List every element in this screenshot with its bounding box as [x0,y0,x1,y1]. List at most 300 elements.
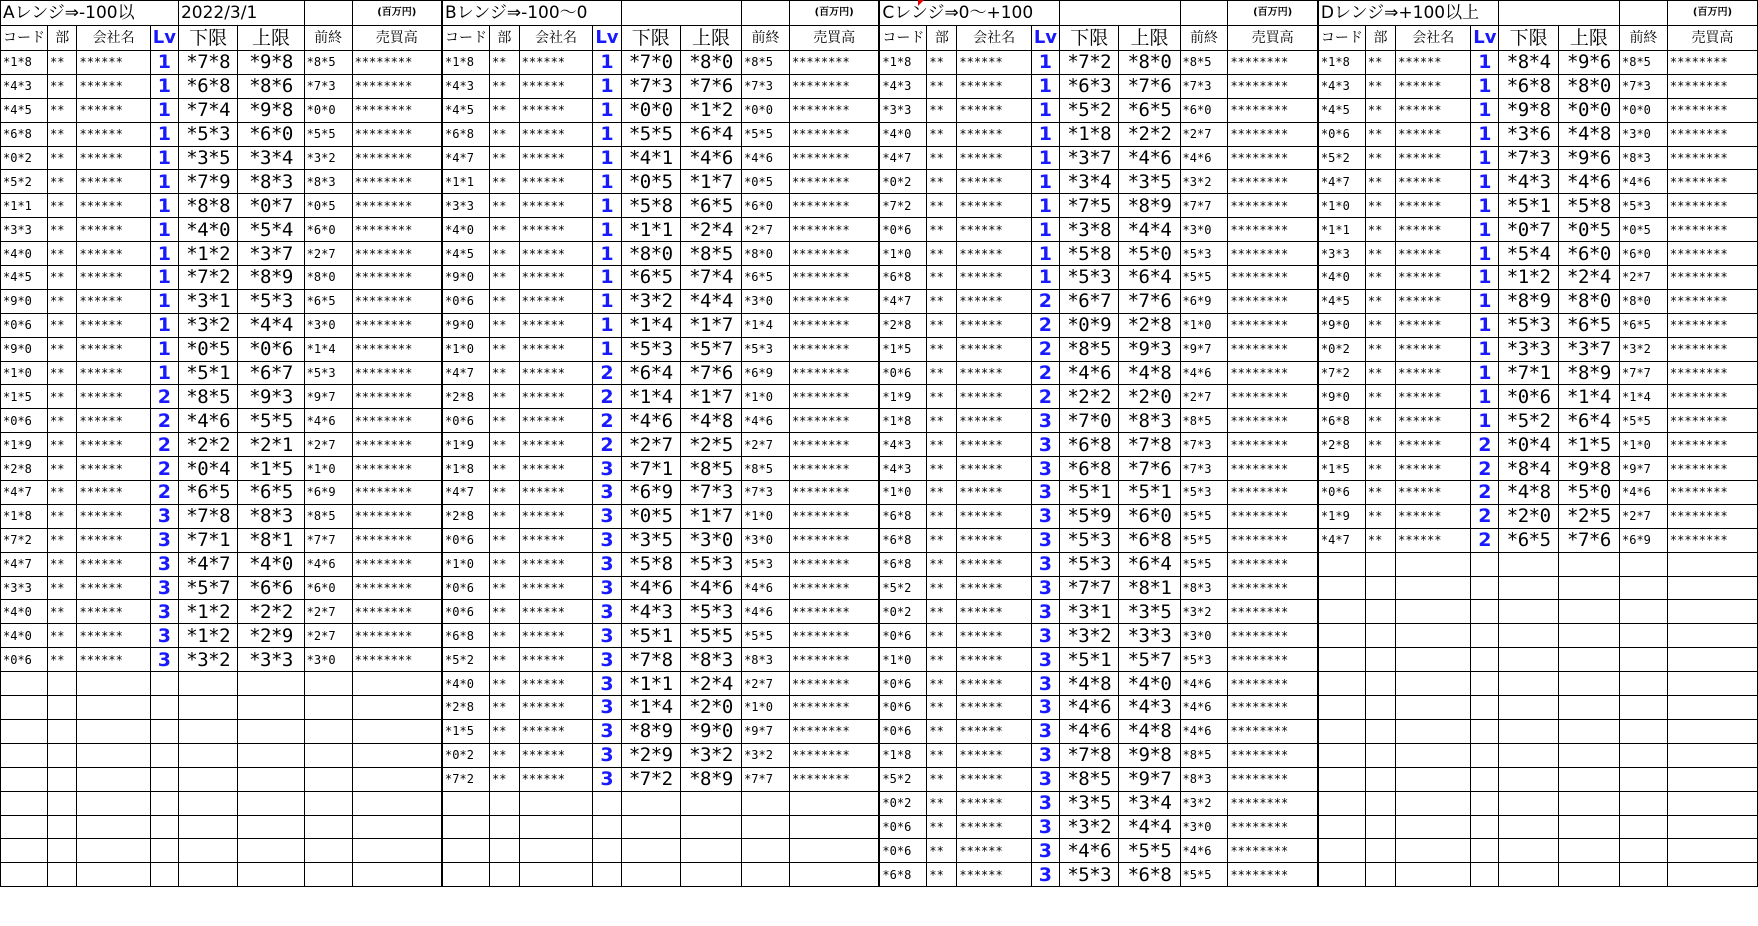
cell-upper[interactable]: *8*9 [680,767,741,791]
cell-lv[interactable]: 3 [593,672,621,696]
cell-upper[interactable]: *3*5 [1119,600,1180,624]
cell-upper[interactable]: *0*0 [1558,98,1619,122]
cell-company[interactable]: ****** [519,504,593,528]
cell-upper[interactable]: *9*0 [680,719,741,743]
cell-lower[interactable]: *1*8 [1060,122,1119,146]
cell-lower[interactable]: *0*5 [621,170,680,194]
cell-lower[interactable]: *8*5 [1060,767,1119,791]
cell-prev[interactable]: *5*3 [742,337,790,361]
cell-lower[interactable]: *1*4 [621,696,680,720]
cell-company[interactable]: ****** [77,528,150,552]
cell-company[interactable]: ****** [1396,385,1471,409]
cell-upper[interactable]: *5*5 [680,624,741,648]
cell-company[interactable]: ****** [77,409,150,433]
column-header-prev[interactable]: 前終 [742,26,790,51]
cell-prev[interactable]: *4*6 [1180,839,1228,863]
cell-upper[interactable]: *9*3 [1119,337,1180,361]
cell-prev[interactable]: *8*5 [304,504,352,528]
cell-code[interactable]: *0*6 [879,361,927,385]
cell-upper[interactable]: *2*1 [238,433,304,457]
cell-company[interactable]: ****** [77,74,150,98]
cell-sales[interactable]: ******** [352,218,442,242]
cell-lv[interactable]: 2 [1031,385,1059,409]
cell-company[interactable]: ****** [1396,481,1471,505]
cell-lv[interactable]: 3 [150,576,178,600]
cell-company[interactable]: ****** [957,719,1031,743]
cell-code[interactable]: *0*6 [442,409,490,433]
cell-lv[interactable]: 3 [1031,672,1059,696]
cell-prev[interactable]: *8*5 [1180,409,1228,433]
cell-prev[interactable]: *2*7 [304,624,352,648]
cell-code[interactable]: *0*2 [442,743,490,767]
cell-sales[interactable]: ******** [789,409,879,433]
cell-code[interactable]: *4*5 [1318,289,1366,313]
cell-upper[interactable]: *7*6 [1119,457,1180,481]
cell-prev[interactable]: *4*6 [1620,170,1668,194]
cell-code[interactable]: *1*0 [1318,194,1366,218]
cell-sales[interactable]: ******** [1228,815,1318,839]
cell-upper[interactable]: *5*8 [1558,194,1619,218]
section-title-b[interactable]: Bレンジ⇒-100～0 [442,1,621,26]
cell-lv[interactable]: 3 [593,600,621,624]
cell-upper[interactable]: *7*6 [1119,74,1180,98]
cell-bu[interactable]: ** [1365,385,1395,409]
cell-lv[interactable]: 3 [150,600,178,624]
cell-bu[interactable]: ** [927,242,957,266]
cell-company[interactable]: ****** [519,218,593,242]
cell-lower[interactable]: *7*0 [621,51,680,75]
cell-sales[interactable]: ******** [1228,791,1318,815]
cell-company[interactable]: ****** [519,170,593,194]
cell-upper[interactable]: *4*4 [238,313,304,337]
cell-lv[interactable]: 1 [1471,337,1499,361]
cell-lower[interactable]: *3*4 [1060,170,1119,194]
cell-lv[interactable]: 1 [150,242,178,266]
cell-code[interactable]: *4*5 [442,242,490,266]
cell-bu[interactable]: ** [490,648,520,672]
cell-lower[interactable]: *5*3 [1060,863,1119,887]
cell-upper[interactable]: *3*5 [1119,170,1180,194]
cell-sales[interactable]: ******** [789,433,879,457]
cell-prev[interactable]: *1*0 [1620,433,1668,457]
cell-code[interactable]: *0*6 [1318,122,1366,146]
cell-sales[interactable]: ******** [1228,552,1318,576]
cell-lower[interactable]: *5*3 [178,122,237,146]
cell-prev[interactable]: *3*0 [304,313,352,337]
column-header-prev[interactable]: 前終 [1180,26,1228,51]
cell-code[interactable]: *1*0 [442,552,490,576]
cell-company[interactable]: ****** [957,743,1031,767]
cell-bu[interactable]: ** [48,218,77,242]
cell-company[interactable]: ****** [957,791,1031,815]
cell-sales[interactable]: ******** [1667,361,1757,385]
cell-company[interactable]: ****** [77,313,150,337]
cell-lower[interactable]: *4*6 [178,409,237,433]
cell-upper[interactable]: *8*0 [680,51,741,75]
cell-lower[interactable]: *4*1 [621,146,680,170]
cell-upper[interactable]: *8*9 [238,266,304,290]
cell-prev[interactable]: *2*7 [742,672,790,696]
cell-lv[interactable]: 1 [1471,122,1499,146]
cell-company[interactable]: ****** [957,648,1031,672]
cell-bu[interactable]: ** [48,648,77,672]
cell-code[interactable]: *5*2 [879,767,927,791]
cell-bu[interactable]: ** [490,122,520,146]
cell-prev[interactable]: *7*7 [742,767,790,791]
cell-upper[interactable]: *4*8 [1119,719,1180,743]
cell-lv[interactable]: 2 [1031,313,1059,337]
cell-prev[interactable]: *7*3 [742,74,790,98]
cell-upper[interactable]: *1*7 [680,313,741,337]
cell-lv[interactable]: 1 [150,313,178,337]
cell-code[interactable]: *1*0 [879,481,927,505]
cell-lv[interactable]: 1 [1031,242,1059,266]
cell-lower[interactable]: *5*3 [1060,266,1119,290]
cell-prev[interactable]: *3*2 [1620,337,1668,361]
cell-prev[interactable]: *6*5 [304,289,352,313]
cell-lower[interactable]: *8*5 [1060,337,1119,361]
cell-upper[interactable]: *5*3 [680,552,741,576]
cell-sales[interactable]: ******** [1667,98,1757,122]
cell-bu[interactable]: ** [490,672,520,696]
cell-lv[interactable]: 1 [1031,51,1059,75]
cell-lower[interactable]: *4*6 [1060,839,1119,863]
cell-upper[interactable]: *8*5 [680,457,741,481]
cell-upper[interactable]: *8*6 [238,74,304,98]
cell-company[interactable]: ****** [1396,266,1471,290]
cell-bu[interactable]: ** [927,672,957,696]
cell-prev[interactable]: *2*7 [742,433,790,457]
cell-lower[interactable]: *1*2 [1499,266,1558,290]
cell-code[interactable]: *9*0 [1,289,48,313]
cell-lower[interactable]: *6*8 [1499,74,1558,98]
cell-lower[interactable]: *1*1 [621,672,680,696]
cell-bu[interactable]: ** [927,170,957,194]
cell-sales[interactable]: ******** [1667,433,1757,457]
column-header-lower[interactable]: 下限 [178,26,237,51]
cell-prev[interactable]: *3*2 [1180,791,1228,815]
cell-code[interactable]: *1*0 [879,648,927,672]
cell-code[interactable]: *4*3 [879,74,927,98]
cell-sales[interactable]: ******** [352,600,442,624]
cell-upper[interactable]: *7*6 [1119,289,1180,313]
cell-lv[interactable]: 1 [1471,194,1499,218]
cell-code[interactable]: *1*5 [442,719,490,743]
cell-code[interactable]: *0*2 [879,170,927,194]
cell-lower[interactable]: *6*9 [621,481,680,505]
cell-upper[interactable]: *7*6 [1558,528,1619,552]
cell-sales[interactable]: ******** [352,648,442,672]
cell-sales[interactable]: ******** [1667,481,1757,505]
cell-prev[interactable]: *7*3 [1620,74,1668,98]
cell-prev[interactable]: *8*3 [742,648,790,672]
cell-lv[interactable]: 1 [593,266,621,290]
cell-sales[interactable]: ******** [1667,51,1757,75]
cell-lower[interactable]: *6*7 [1060,289,1119,313]
cell-lower[interactable]: *1*4 [621,385,680,409]
cell-bu[interactable]: ** [490,337,520,361]
cell-sales[interactable]: ******** [789,457,879,481]
cell-lv[interactable]: 1 [593,289,621,313]
cell-code[interactable]: *4*7 [442,361,490,385]
cell-bu[interactable]: ** [1365,218,1395,242]
cell-prev[interactable]: *7*3 [1180,433,1228,457]
cell-bu[interactable]: ** [48,504,77,528]
cell-bu[interactable]: ** [48,170,77,194]
cell-code[interactable]: *7*2 [442,767,490,791]
cell-lv[interactable]: 3 [1031,528,1059,552]
cell-code[interactable]: *0*6 [442,528,490,552]
cell-upper[interactable]: *6*4 [680,122,741,146]
cell-lv[interactable]: 2 [150,457,178,481]
cell-company[interactable]: ****** [77,337,150,361]
cell-prev[interactable]: *8*0 [1620,289,1668,313]
cell-bu[interactable]: ** [490,242,520,266]
column-header-code[interactable]: コード [879,26,927,51]
cell-company[interactable]: ****** [1396,98,1471,122]
cell-company[interactable]: ****** [519,696,593,720]
cell-prev[interactable]: *6*0 [1180,98,1228,122]
cell-prev[interactable]: *7*3 [1180,457,1228,481]
cell-lower[interactable]: *8*8 [178,194,237,218]
cell-sales[interactable]: ******** [1228,218,1318,242]
cell-prev[interactable]: *8*5 [742,457,790,481]
cell-sales[interactable]: ******** [789,313,879,337]
cell-lower[interactable]: *3*1 [1060,600,1119,624]
cell-company[interactable]: ****** [1396,504,1471,528]
cell-company[interactable]: ****** [77,242,150,266]
cell-lower[interactable]: *4*7 [178,552,237,576]
cell-bu[interactable]: ** [927,313,957,337]
cell-lower[interactable]: *0*4 [1499,433,1558,457]
cell-sales[interactable]: ******** [1228,624,1318,648]
cell-bu[interactable]: ** [927,815,957,839]
cell-bu[interactable]: ** [48,385,77,409]
cell-bu[interactable]: ** [927,194,957,218]
cell-lower[interactable]: *2*2 [178,433,237,457]
cell-upper[interactable]: *8*9 [1119,194,1180,218]
cell-sales[interactable]: ******** [789,74,879,98]
cell-lower[interactable]: *2*7 [621,433,680,457]
cell-bu[interactable]: ** [1365,74,1395,98]
cell-lv[interactable]: 3 [1031,552,1059,576]
cell-lv[interactable]: 2 [593,409,621,433]
cell-code[interactable]: *6*8 [879,552,927,576]
cell-sales[interactable]: ******** [789,289,879,313]
cell-upper[interactable]: *2*4 [680,672,741,696]
cell-bu[interactable]: ** [490,98,520,122]
cell-bu[interactable]: ** [490,385,520,409]
cell-lv[interactable]: 3 [1031,767,1059,791]
cell-lower[interactable]: *3*5 [621,528,680,552]
cell-lv[interactable]: 3 [593,743,621,767]
cell-sales[interactable]: ******** [1667,74,1757,98]
cell-bu[interactable]: ** [1365,528,1395,552]
cell-lv[interactable]: 1 [150,51,178,75]
cell-bu[interactable]: ** [48,528,77,552]
report-date[interactable]: 2022/3/1 [178,1,304,26]
cell-lv[interactable]: 3 [1031,815,1059,839]
cell-company[interactable]: ****** [957,337,1031,361]
column-header-lv[interactable]: Lv [1031,26,1059,51]
cell-prev[interactable]: *3*2 [1180,600,1228,624]
cell-company[interactable]: ****** [77,98,150,122]
cell-lower[interactable]: *4*0 [178,218,237,242]
cell-lv[interactable]: 1 [150,218,178,242]
cell-bu[interactable]: ** [490,313,520,337]
cell-lower[interactable]: *0*9 [1060,313,1119,337]
cell-lower[interactable]: *6*3 [1060,74,1119,98]
cell-code[interactable]: *0*6 [442,289,490,313]
cell-prev[interactable]: *1*0 [742,696,790,720]
cell-lower[interactable]: *7*2 [1060,51,1119,75]
cell-code[interactable]: *5*2 [879,576,927,600]
cell-company[interactable]: ****** [957,815,1031,839]
cell-sales[interactable]: ******** [1228,361,1318,385]
cell-upper[interactable]: *2*5 [1558,504,1619,528]
cell-lower[interactable]: *7*8 [178,504,237,528]
cell-company[interactable]: ****** [1396,242,1471,266]
cell-lower[interactable]: *3*2 [178,313,237,337]
cell-lower[interactable]: *6*8 [1060,433,1119,457]
cell-lower[interactable]: *6*5 [621,266,680,290]
cell-upper[interactable]: *4*4 [1119,815,1180,839]
cell-bu[interactable]: ** [48,457,77,481]
cell-bu[interactable]: ** [490,433,520,457]
cell-upper[interactable]: *8*3 [1119,409,1180,433]
cell-upper[interactable]: *2*2 [238,600,304,624]
cell-prev[interactable]: *5*3 [1620,194,1668,218]
cell-upper[interactable]: *6*7 [238,361,304,385]
cell-lower[interactable]: *5*9 [1060,504,1119,528]
cell-lv[interactable]: 2 [1471,528,1499,552]
cell-bu[interactable]: ** [927,457,957,481]
cell-sales[interactable]: ******** [352,242,442,266]
cell-bu[interactable]: ** [490,146,520,170]
cell-bu[interactable]: ** [1365,266,1395,290]
cell-prev[interactable]: *5*3 [1180,242,1228,266]
cell-upper[interactable]: *3*4 [238,146,304,170]
cell-code[interactable]: *4*0 [442,218,490,242]
cell-company[interactable]: ****** [519,98,593,122]
cell-upper[interactable]: *2*8 [1119,313,1180,337]
cell-company[interactable]: ****** [77,51,150,75]
cell-lower[interactable]: *7*9 [178,170,237,194]
cell-company[interactable]: ****** [957,696,1031,720]
cell-code[interactable]: *9*0 [1318,313,1366,337]
cell-code[interactable]: *4*7 [442,146,490,170]
cell-upper[interactable]: *4*6 [680,146,741,170]
cell-lower[interactable]: *7*8 [178,51,237,75]
cell-upper[interactable]: *6*0 [1558,242,1619,266]
cell-company[interactable]: ****** [957,863,1031,887]
cell-lv[interactable]: 3 [593,576,621,600]
cell-lower[interactable]: *5*1 [1060,648,1119,672]
cell-company[interactable]: ****** [1396,457,1471,481]
cell-bu[interactable]: ** [48,98,77,122]
cell-bu[interactable]: ** [1365,98,1395,122]
cell-bu[interactable]: ** [48,313,77,337]
cell-prev[interactable]: *5*5 [1180,528,1228,552]
cell-lower[interactable]: *8*4 [1499,457,1558,481]
cell-prev[interactable]: *8*3 [304,170,352,194]
cell-sales[interactable]: ******** [1228,719,1318,743]
cell-lv[interactable]: 1 [1471,313,1499,337]
cell-prev[interactable]: *3*0 [1180,624,1228,648]
cell-lv[interactable]: 1 [593,51,621,75]
cell-company[interactable]: ****** [957,481,1031,505]
cell-lv[interactable]: 3 [593,648,621,672]
cell-company[interactable]: ****** [519,51,593,75]
cell-upper[interactable]: *8*0 [1558,74,1619,98]
cell-company[interactable]: ****** [1396,528,1471,552]
cell-prev[interactable]: *3*2 [304,146,352,170]
cell-code[interactable]: *2*8 [1318,433,1366,457]
cell-lv[interactable]: 2 [1471,504,1499,528]
cell-company[interactable]: ****** [957,672,1031,696]
cell-company[interactable]: ****** [519,648,593,672]
cell-lv[interactable]: 1 [150,361,178,385]
cell-bu[interactable]: ** [48,624,77,648]
cell-code[interactable]: *0*6 [879,672,927,696]
cell-upper[interactable]: *7*6 [680,361,741,385]
cell-lower[interactable]: *5*1 [1060,481,1119,505]
cell-bu[interactable]: ** [1365,51,1395,75]
cell-company[interactable]: ****** [77,218,150,242]
cell-prev[interactable]: *2*7 [1180,122,1228,146]
cell-lv[interactable]: 2 [593,361,621,385]
cell-upper[interactable]: *6*0 [238,122,304,146]
cell-lower[interactable]: *7*0 [1060,409,1119,433]
cell-company[interactable]: ****** [519,767,593,791]
cell-company[interactable]: ****** [77,289,150,313]
cell-sales[interactable]: ******** [1228,385,1318,409]
cell-lv[interactable]: 3 [1031,624,1059,648]
cell-upper[interactable]: *5*7 [680,337,741,361]
cell-bu[interactable]: ** [490,51,520,75]
cell-code[interactable]: *6*8 [879,863,927,887]
cell-sales[interactable]: ******** [352,170,442,194]
cell-lower[interactable]: *6*8 [178,74,237,98]
cell-upper[interactable]: *5*0 [1558,481,1619,505]
cell-prev[interactable]: *6*9 [1620,528,1668,552]
unit-label[interactable]: (百万円) [352,1,442,26]
cell-code[interactable]: *4*0 [879,122,927,146]
cell-bu[interactable]: ** [48,600,77,624]
cell-lv[interactable]: 3 [593,552,621,576]
cell-company[interactable]: ****** [957,457,1031,481]
cell-prev[interactable]: *5*5 [742,624,790,648]
cell-upper[interactable]: *6*5 [1119,98,1180,122]
cell-sales[interactable]: ******** [1228,433,1318,457]
cell-sales[interactable]: ******** [352,146,442,170]
cell-sales[interactable]: ******** [789,624,879,648]
cell-lv[interactable]: 2 [150,433,178,457]
cell-code[interactable]: *6*8 [1,122,48,146]
cell-code[interactable]: *1*0 [442,337,490,361]
cell-lower[interactable]: *7*3 [621,74,680,98]
cell-sales[interactable]: ******** [789,337,879,361]
cell-bu[interactable]: ** [927,433,957,457]
cell-lv[interactable]: 3 [1031,504,1059,528]
cell-lower[interactable]: *5*3 [1060,528,1119,552]
cell-bu[interactable]: ** [927,743,957,767]
cell-prev[interactable]: *6*9 [742,361,790,385]
column-header-prev[interactable]: 前終 [304,26,352,51]
cell-bu[interactable]: ** [490,218,520,242]
cell-prev[interactable]: *0*5 [304,194,352,218]
cell-upper[interactable]: *9*8 [1558,457,1619,481]
